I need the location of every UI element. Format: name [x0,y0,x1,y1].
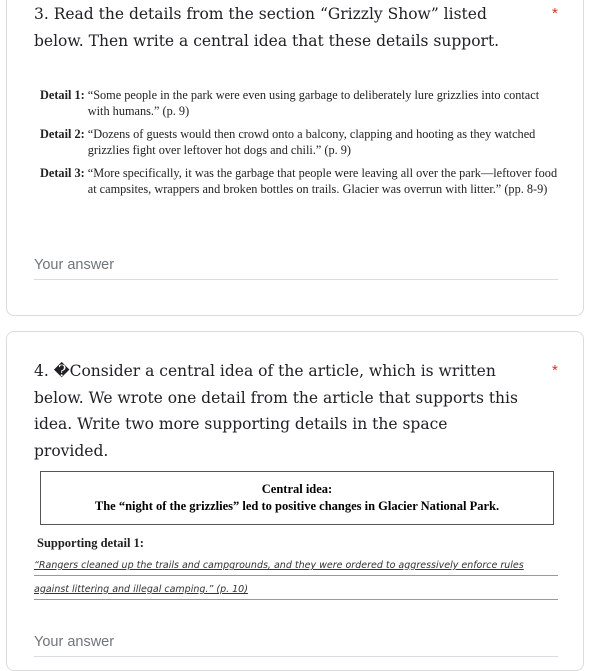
detail-text: “More specifically, it was the garbage that people were leaving all over the park—leftover food at campsites, wrappers and broken bottles on trails. Glacier was overrun with litter.” (pp. 8-9) [87,166,558,196]
details-image [40,87,560,204]
handwritten-line-2: against littering and illegal camping.” (p. 10) [34,584,558,600]
required-marker: * [552,5,558,22]
answer-input[interactable]: Your answer [34,634,558,657]
supporting-detail-label: Supporting detail 1: [37,536,144,550]
detail-1 [40,87,560,119]
central-idea-box [40,471,554,525]
question-text: 3. Read the details from the section “Grizzly Show” listed below. Then write a central idea that these details support. [34,5,500,50]
detail-3 [40,165,560,197]
answer-input[interactable]: Your answer [34,257,558,280]
detail-label: Detail 1: [40,88,85,102]
detail-text: “Some people in the park were even using garbage to deliberately lure grizzlies into contact with humans.” (p. 9) [87,88,540,118]
detail-2 [40,126,560,158]
required-marker: * [552,362,558,379]
question-card-4 [6,331,584,671]
central-idea-text: The “night of the grizzlies” led to positive changes in Glacier National Park. [94,499,500,513]
question-card-3 [6,0,584,316]
detail-label: Detail 2: [40,127,85,141]
central-idea-label: Central idea: [261,482,333,496]
question-text: 4. �Consider a central idea of the article, which is written below. We wrote one detail from the article that supports this idea. Write two more supporting details in the space provided. [34,362,518,460]
detail-text: “Dozens of guests would then crowd onto a balcony, clapping and hooting as they watched grizzlies fight over leftover hot dogs and chili.” (p. 9) [87,127,536,157]
handwritten-line-1: “Rangers cleaned up the trails and campgrounds, and they were ordered to aggressively enforce rules [34,560,558,576]
detail-label: Detail 3: [40,166,85,180]
